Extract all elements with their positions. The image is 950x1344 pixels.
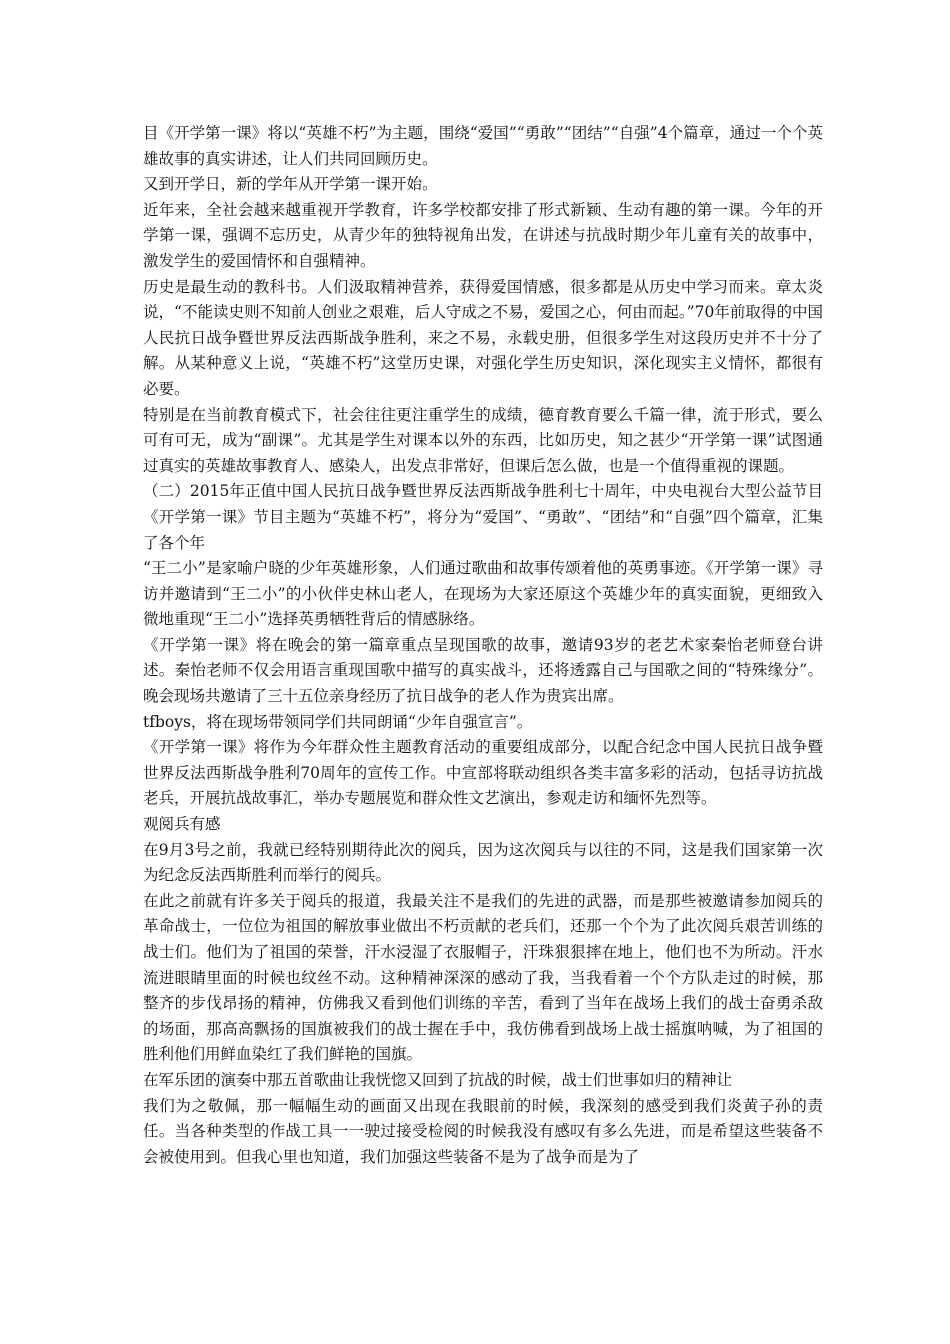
paragraph-parade-reports: 在此之前就有许多关于阅兵的报道，我最关注不是我们的先进的武器，而是那些被邀请参加阅兵的革命战士，一位位为祖国的解放事业做出不朽贡献的老兵们，还那一个个为了此次阅兵艰苦训练的战士们。他们为了祖国的荣誉，汗水浸湿了衣服帽子，汗珠狠狠摔在地上，他们也不为所动。汗水流进眼睛里面的时候也纹丝不动。这种精神深深的感动了我，当我看着一个个方队走过的时候，那整齐的步伐昂扬的精神，仿佛我又看到他们训练的辛苦，看到了当年在战场上我们的战士奋勇杀敌的场面，那高高飘扬的国旗被我们的战士握在手中，我仿佛看到战场上战士摇旗呐喊，为了祖国的胜利他们用鲜血染红了我们鲜艳的国旗。 bbox=[143, 891, 823, 1064]
paragraph-history-textbook: 历史是最生动的教科书。人们汲取精神营养，获得爱国情感，很多都是从历史中学习而来。章太炎说，“不能读史则不知前人创业之艰难，后人守成之不易，爱国之心，何由而起。”70年前取得的中国人民抗日战争暨世界反法西斯战争胜利，来之不易，永载史册，但很多学生对这段历史并不十分了解。从某种意义上说，“英雄不朽”这堂历史课，对强化学生历史知识，深化现实主义情怀，都很有必要。 bbox=[143, 277, 823, 398]
paragraph-wang-erxiao: “王二小”是家喻户晓的少年英雄形象，人们通过歌曲和故事传颂着他的英勇事迹。《开学第一课》寻访并邀请到“王二小”的小伙伴史林山老人，在现场为大家还原这个英雄少年的真实面貌，更细致入微地重现“王二小”选择英勇牺牲背后的情感脉络。 bbox=[143, 559, 823, 629]
paragraph-section-two: （二）2015年正值中国人民抗日战争暨世界反法西斯战争胜利七十周年，中央电视台大型公益节目《开学第一课》节目主题为“英雄不朽”，将分为“爱国”、“勇敢”、“团结”和“自强”四个篇章，汇集了各个年 bbox=[143, 482, 823, 552]
paragraph-new-term: 又到开学日，新的学年从开学第一课开始。 bbox=[143, 175, 438, 194]
paragraph-national-anthem: 《开学第一课》将在晚会的第一篇章重点呈现国歌的故事，邀请93岁的老艺术家秦怡老师登台讲述。秦怡老师不仅会用语言重现国歌中描写的真实战斗，还将透露自己与国歌之间的“特殊缘分”。晚会现场共邀请了三十五位亲身经历了抗日战争的老人作为贵宾出席。 bbox=[143, 635, 823, 706]
paragraph-before-sept-3: 在9月3号之前，我就已经特别期待此次的阅兵，因为这次阅兵与以往的不同，这是我们国家第一次为纪念反法西斯胜利而举行的阅兵。 bbox=[143, 840, 823, 885]
paragraph-education-mode: 特别是在当前教育模式下，社会往往更注重学生的成绩，德育教育要么千篇一律，流于形式，要么可有可无，成为“副课”。尤其是学生对课本以外的东西，比如历史，知之甚少“开学第一课”试图通过真实的英雄故事教育人、感染人，出发点非常好，但课后怎么做，也是一个值得重视的课题。 bbox=[143, 405, 823, 475]
paragraph-theme-intro: 目《开学第一课》将以“英雄不朽”为主题，围绕“爱国”“勇敢”“团结”“自强”4个篇章，通过一个个英雄故事的真实讲述，让人们共同回顾历史。 bbox=[143, 124, 823, 168]
paragraph-recent-years: 近年来，全社会越来越重视开学教育，许多学校都安排了形式新颖、生动有趣的第一课。今年的开学第一课，强调不忘历史，从青少年的独特视角出发，在讲述与抗战时期少年儿童有关的故事中，激发学生的爱国情怀和自强精神。 bbox=[143, 200, 823, 270]
paragraph-military-band: 在军乐团的演奏中那五首歌曲让我恍惚又回到了抗战的时候，战士们世事如归的精神让 bbox=[143, 1070, 733, 1089]
paragraph-campaign: 《开学第一课》将作为今年群众性主题教育活动的重要组成部分，以配合纪念中国人民抗日战争暨世界反法西斯战争胜利70周年的宣传工作。中宣部将联动组织各类丰富多彩的活动，包括寻访抗战老兵，开展抗战故事汇，举办专题展览和群众性文艺演出，参观走访和缅怀先烈等。 bbox=[143, 738, 823, 808]
paragraph-parade-heading: 观阅兵有感 bbox=[143, 815, 221, 834]
paragraph-tfboys: tfboys，将在现场带领同学们共同朗诵“少年自强宣言”。 bbox=[143, 712, 533, 731]
paragraph-responsibility: 我们为之敬佩，那一幅幅生动的画面又出现在我眼前的时候，我深刻的感受到我们炎黄子孙的责任。当各种类型的作战工具一一驶过接受检阅的时候我没有感叹有多么先进，而是希望这些装备不会被使用到。但我心里也知道，我们加强这些装备不是为了战争而是为了 bbox=[143, 1096, 823, 1166]
document-body bbox=[143, 121, 823, 1170]
